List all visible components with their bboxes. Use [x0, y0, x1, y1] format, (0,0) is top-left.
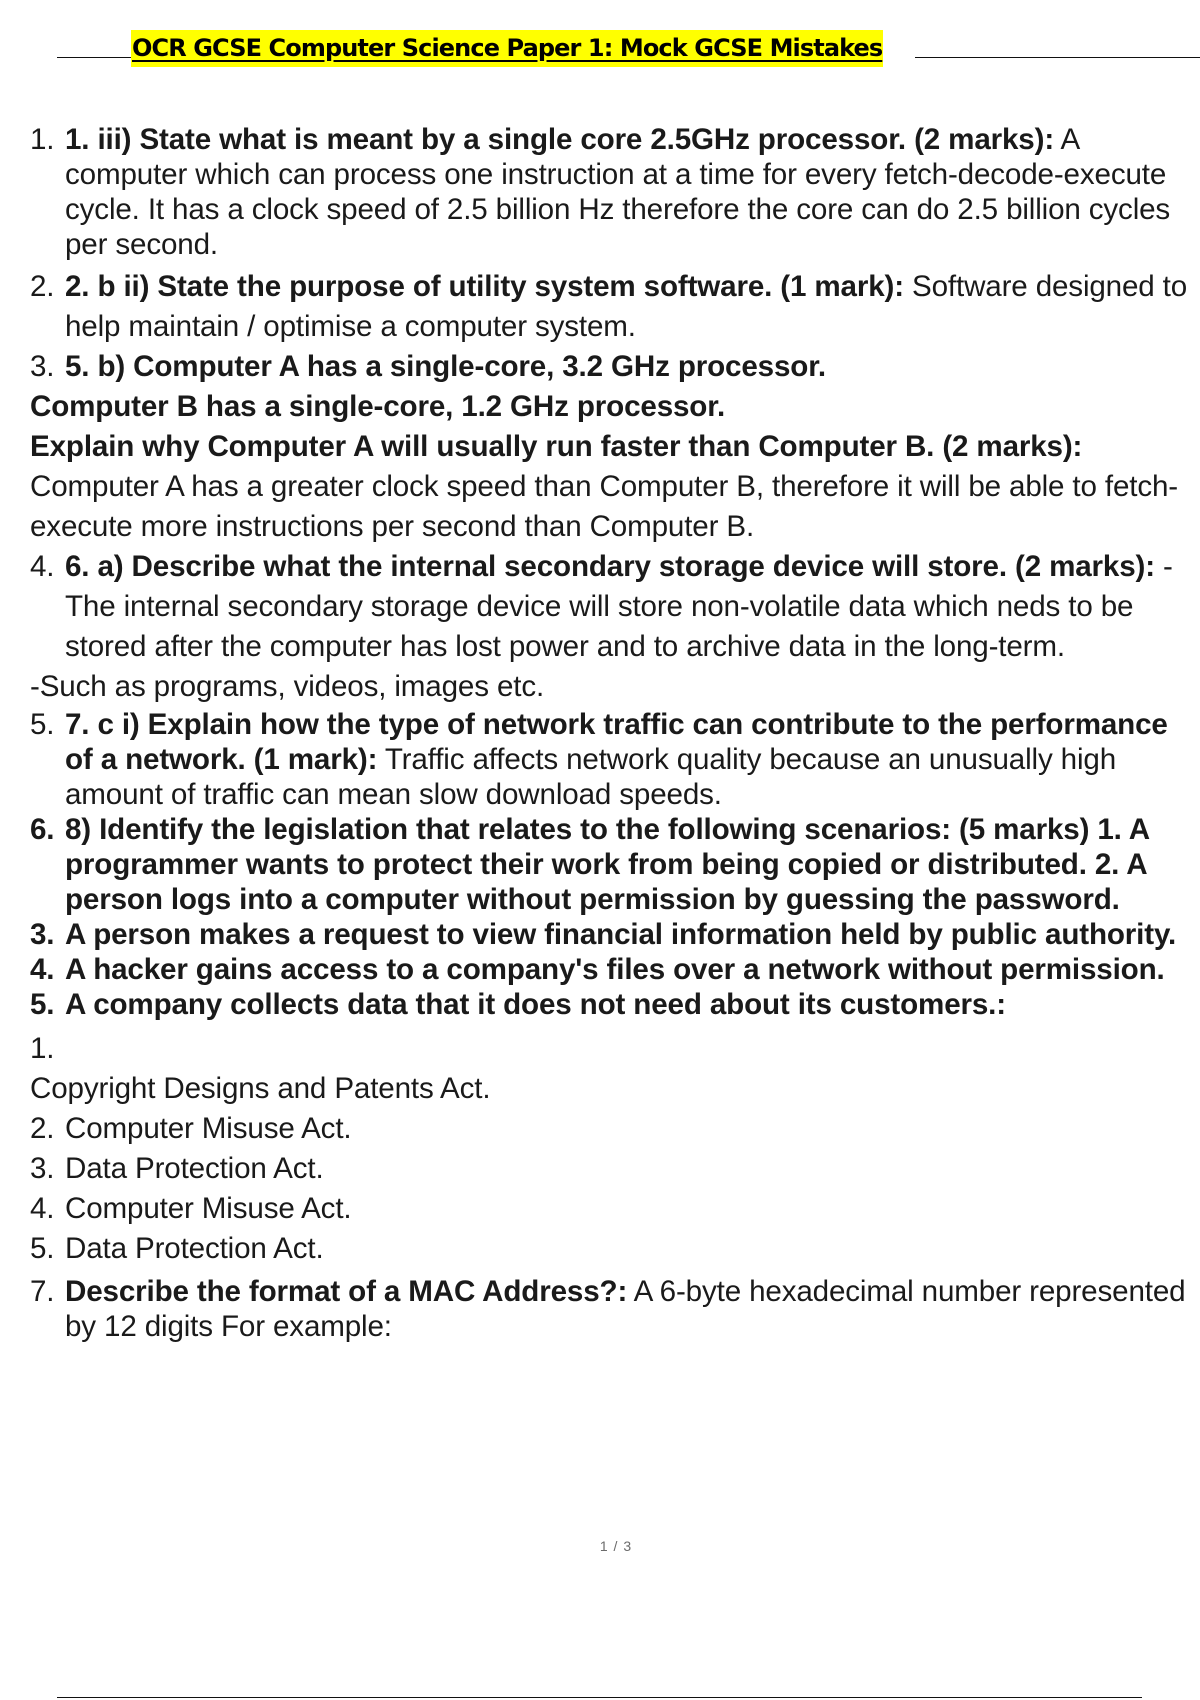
footer-rule	[57, 1697, 1142, 1698]
question-text: 8) Identify the legislation that relates to the following scenarios: (5 marks) 1. A programmer wants to protect their work from being copied or distributed. 2. A person logs into a computer without permission by guessing the password.	[65, 813, 1149, 916]
answer-item	[30, 1109, 1195, 1149]
list-item	[30, 347, 1195, 387]
answer-number: 3.	[30, 1152, 55, 1185]
answer-item	[30, 1189, 1195, 1229]
header-rule-right	[915, 57, 1200, 58]
scenario-item	[30, 917, 1195, 952]
scenario-number: 5.	[30, 988, 55, 1021]
scenario-text: A company collects data that it does not need about its customers.:	[65, 988, 1006, 1021]
scenario-item	[30, 952, 1195, 987]
item-number: 4.	[30, 550, 55, 583]
item-number: 3.	[30, 350, 55, 383]
question-text: 5. b) Computer A has a single-core, 3.2 GHz processor.	[65, 350, 827, 383]
answer-number: 1.	[30, 1032, 55, 1065]
page-header	[57, 30, 1142, 70]
list-item	[30, 812, 1195, 917]
item-number: 7.	[30, 1275, 55, 1308]
answer-number: 5.	[30, 1232, 55, 1265]
item-number: 2.	[30, 270, 55, 303]
answer-text: -The internal secondary storage device will store non-volatile data which neds to be stored after the computer has lost power and to archive data in the long-term.	[65, 550, 1173, 663]
question-text: Explain why Computer A will usually run faster than Computer B. (2 marks):	[30, 430, 1083, 463]
answer-number: 4.	[30, 1192, 55, 1225]
item-number: 1.	[30, 123, 55, 156]
item-number: 5.	[30, 708, 55, 741]
scenario-number: 3.	[30, 918, 55, 951]
list-item	[30, 707, 1195, 812]
answer-item	[30, 1229, 1195, 1269]
question-text: 1. iii) State what is meant by a single core 2.5GHz processor. (2 marks):	[65, 123, 1055, 156]
page-number: 1 / 3	[599, 1538, 633, 1554]
question-text: 6. a) Describe what the internal secondary storage device will store. (2 marks):	[65, 550, 1155, 583]
page-title: OCR GCSE Computer Science Paper 1: Mock GCSE Mistakes	[131, 30, 883, 67]
question-text: 7. c i) Explain how the type of network traffic can contribute to the performance of a network. (1 mark):	[65, 708, 1168, 776]
answer-number: 2.	[30, 1112, 55, 1145]
answer-text: A 6-byte hexadecimal number represented by 12 digits For example:	[65, 1275, 1186, 1343]
answer-text: Computer Misuse Act.	[65, 1192, 352, 1225]
answer-text: Traffic affects network quality because an unusually high amount of traffic can mean slow download speeds.	[65, 743, 1117, 811]
list-item	[30, 547, 1195, 667]
scenario-number: 4.	[30, 953, 55, 986]
answer-text: Software designed to help maintain / optimise a computer system.	[65, 270, 1188, 343]
header-rule-left	[57, 57, 132, 58]
document-body	[30, 122, 1195, 1344]
answer-text: Data Protection Act.	[65, 1152, 324, 1185]
question-text: Computer B has a single-core, 1.2 GHz processor.	[30, 390, 726, 423]
list-item	[30, 1274, 1195, 1344]
scenario-text: A hacker gains access to a company's files over a network without permission.	[65, 953, 1165, 986]
item-number: 6.	[30, 813, 55, 846]
list-item	[30, 267, 1195, 347]
question-text: 2. b ii) State the purpose of utility system software. (1 mark):	[65, 270, 904, 303]
answer-text: Computer A has a greater clock speed than Computer B, therefore it will be able to fetch-execute more instructions per second than Computer B.	[30, 470, 1179, 543]
answer-text: Copyright Designs and Patents Act.	[30, 1072, 491, 1105]
scenario-item	[30, 987, 1195, 1022]
scenario-text: A person makes a request to view financial information held by public authority.	[65, 918, 1177, 951]
answer-text: A computer which can process one instruction at a time for every fetch-decode-execute cycle. It has a clock speed of 2.5 billion Hz therefore the core can do 2.5 billion cycles per second.	[65, 123, 1171, 261]
answer-text: Computer Misuse Act.	[65, 1112, 352, 1145]
answer-item	[30, 1149, 1195, 1189]
list-item	[30, 122, 1195, 262]
list-item-continuation	[30, 427, 1195, 547]
answer-text: -Such as programs, videos, images etc.	[30, 670, 545, 703]
answer-text: Data Protection Act.	[65, 1232, 324, 1265]
question-text: Describe the format of a MAC Address?:	[65, 1275, 628, 1308]
